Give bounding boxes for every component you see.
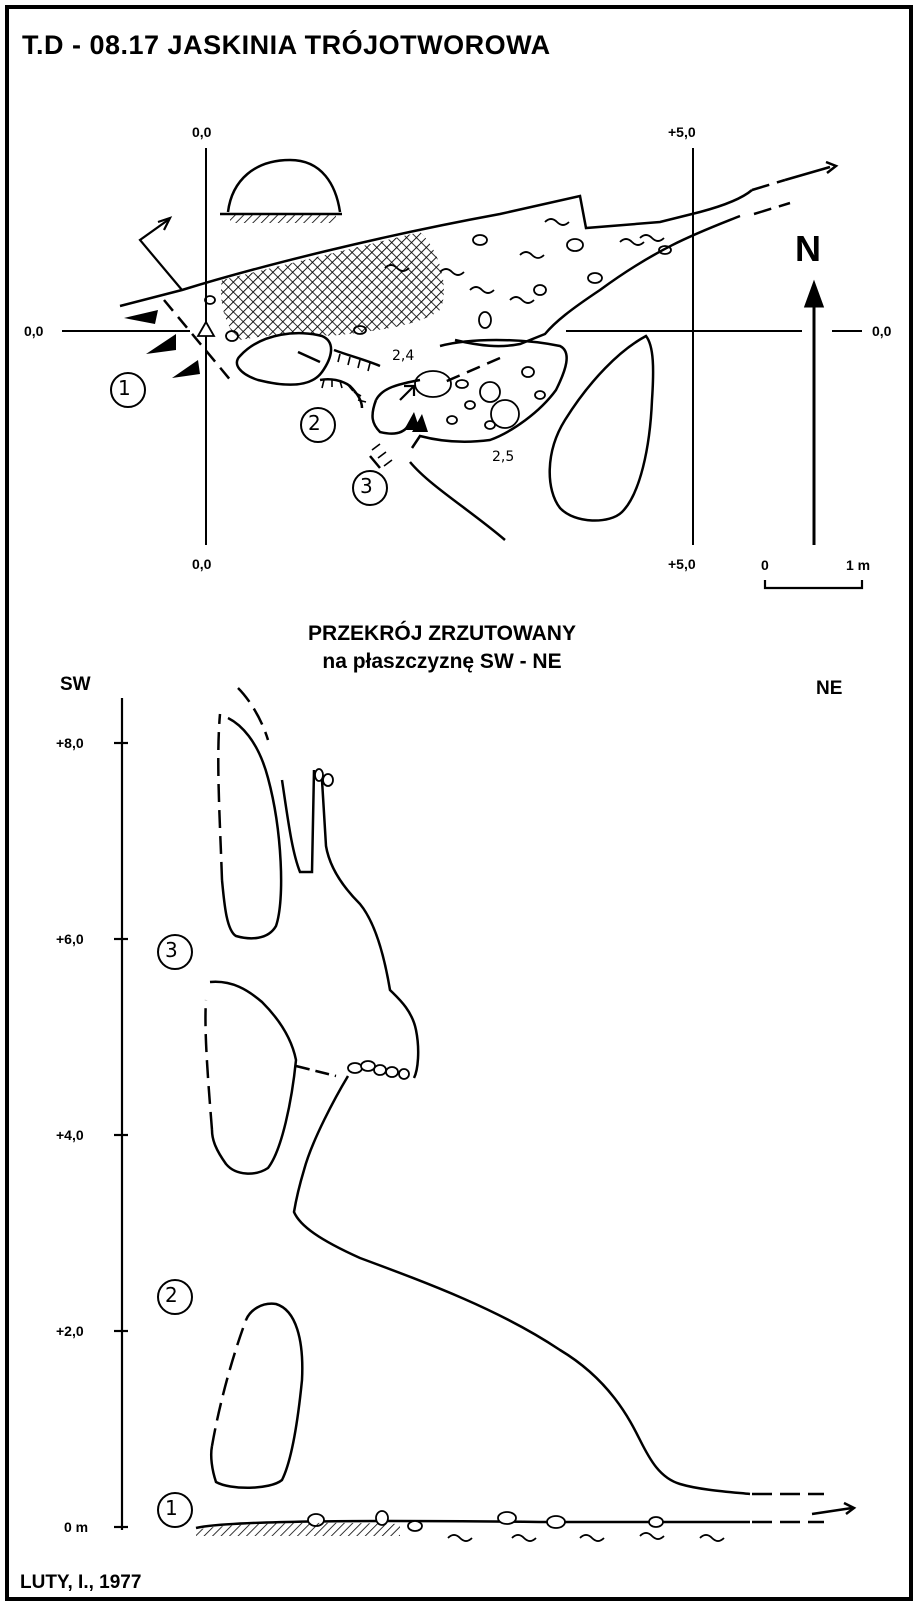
scale-one: 1 m [846, 557, 871, 573]
section-dir-ne: NE [816, 678, 843, 699]
cross-section-dome [220, 160, 342, 214]
north-label: N [795, 228, 821, 269]
grid-label-bottom-right: +5,0 [668, 556, 696, 572]
section-title-line1: PRZEKRÓJ ZRZUTOWANY [308, 622, 576, 645]
scale-bar [765, 580, 862, 588]
grid-label-top-left: 0,0 [192, 124, 212, 140]
grid-label-left: 0,0 [24, 323, 44, 339]
plan-entrance-1: 1 [118, 376, 131, 400]
section-outline [196, 688, 854, 1528]
section-entrance-2: 2 [165, 1283, 178, 1307]
floor-wavy-marks [448, 1533, 724, 1541]
north-arrow [806, 284, 822, 545]
axis-label-8: +8,0 [56, 735, 84, 751]
section-entrance-1: 1 [165, 1496, 178, 1520]
section-title-line2: na płaszczyznę SW - NE [322, 650, 562, 673]
datum-triangle [198, 322, 214, 336]
plan-grid [62, 148, 862, 545]
section-entrance-3: 3 [165, 938, 178, 962]
section-entrance-circles [158, 935, 192, 1527]
dome-floor-hatch [230, 215, 336, 223]
section-stones [308, 769, 663, 1531]
plan-entrance-2: 2 [308, 411, 321, 435]
depth-label-2: 2,5 [492, 449, 515, 465]
cave-outline [120, 162, 836, 540]
depth-label-1: 2,4 [392, 348, 415, 364]
grid-label-right: 0,0 [872, 323, 892, 339]
axis-label-4: +4,0 [56, 1127, 84, 1143]
section-dir-sw: SW [60, 674, 91, 695]
grid-label-bottom-left: 0,0 [192, 556, 212, 572]
axis-label-0: 0 m [64, 1519, 89, 1535]
plan-entrance-circles [111, 373, 387, 505]
scale-zero: 0 [761, 557, 769, 573]
author-credit: LUTY, I., 1977 [20, 1572, 142, 1593]
axis-label-2: +2,0 [56, 1323, 84, 1339]
map-title: T.D - 08.17 JASKINIA TRÓJOTWOROWA [22, 30, 551, 60]
section-axis [114, 698, 128, 1530]
plan-entrance-3: 3 [360, 474, 373, 498]
ledge-ticks [322, 354, 392, 466]
axis-label-6: +6,0 [56, 931, 84, 947]
grid-label-top-right: +5,0 [668, 124, 696, 140]
